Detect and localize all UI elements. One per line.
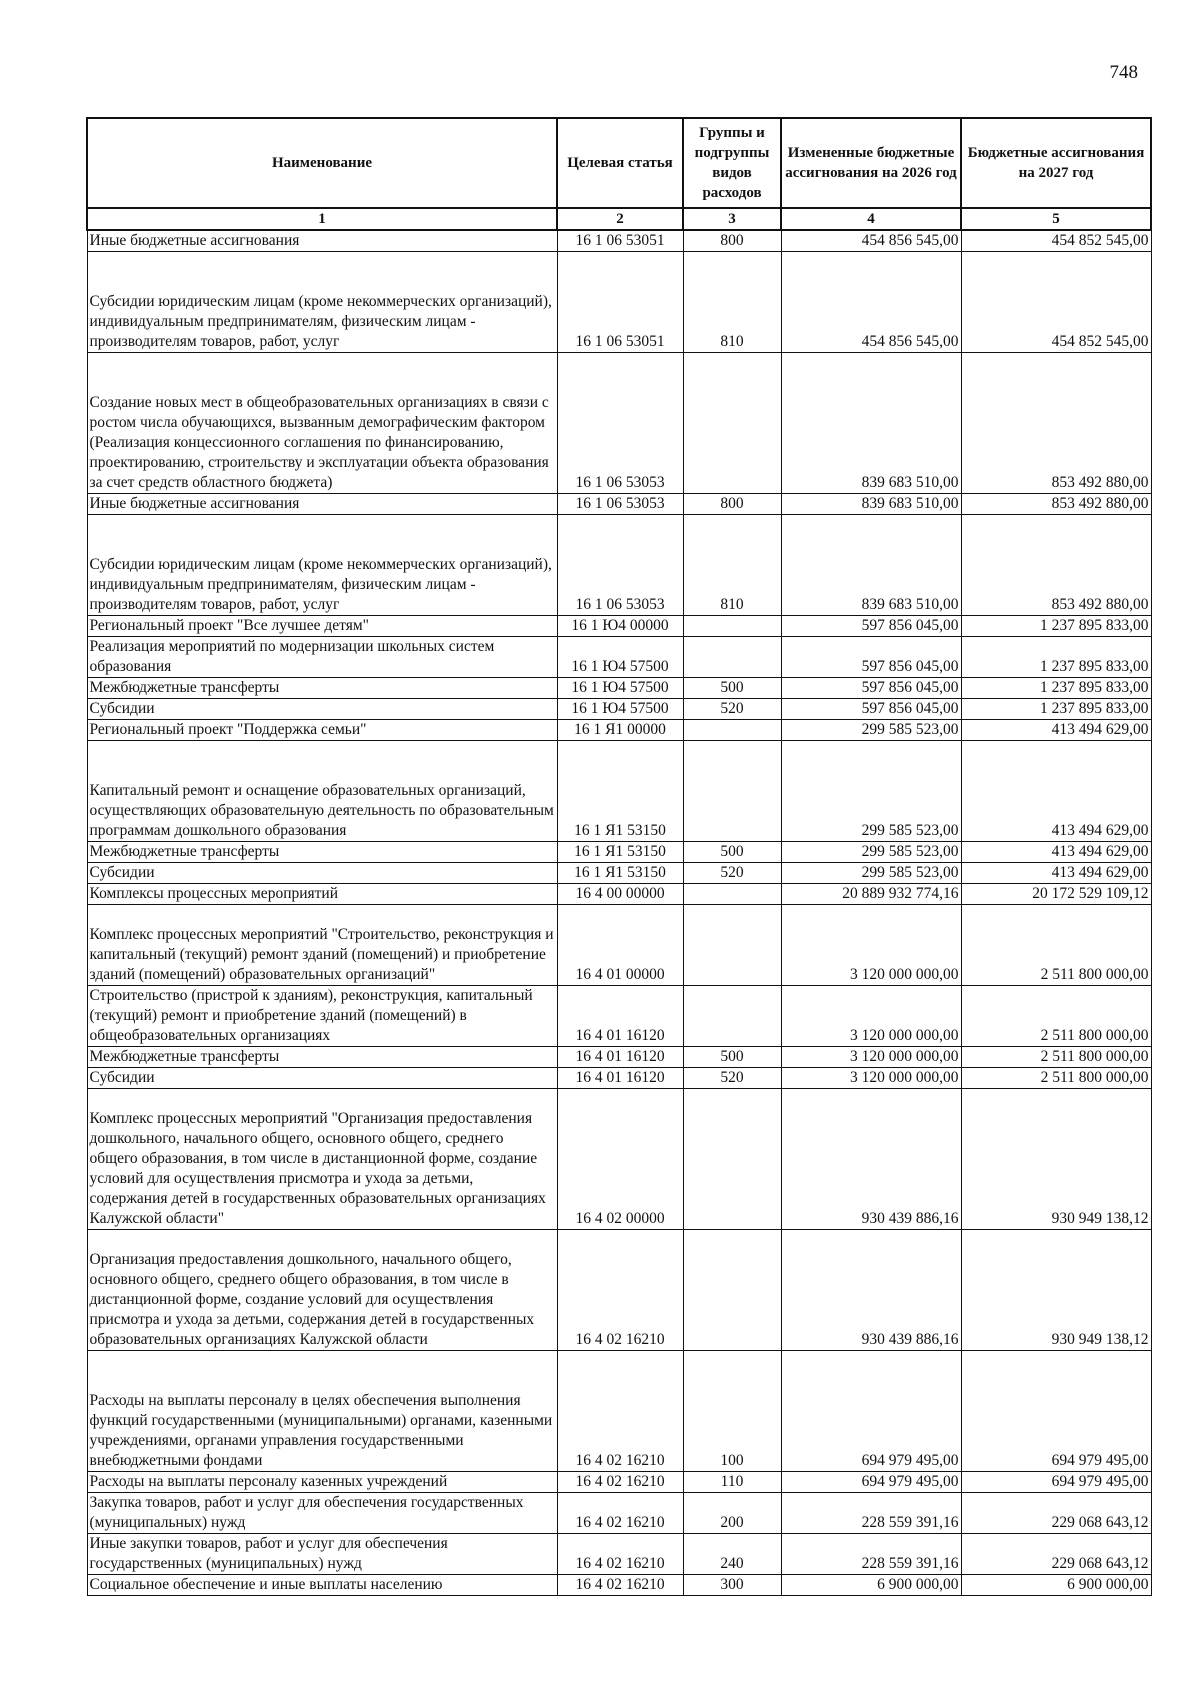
row-amount-2027: 454 852 545,00 xyxy=(961,252,1151,353)
row-amount-2027: 2 511 800 000,00 xyxy=(961,905,1151,986)
table-row xyxy=(87,637,1151,678)
row-amount-2026: 597 856 045,00 xyxy=(781,616,961,637)
row-amount-2026: 454 856 545,00 xyxy=(781,230,961,252)
table-row xyxy=(87,720,1151,741)
table-row xyxy=(87,252,1151,353)
row-target-article: 16 4 02 16210 xyxy=(557,1230,683,1351)
row-name: Субсидии xyxy=(87,699,557,720)
row-name: Субсидии юридическим лицам (кроме некоммерческих организаций), индивидуальным предпринимателям, физическим лицам - производителям товаров, работ, услуг xyxy=(87,515,557,616)
row-expense-group: 800 xyxy=(683,494,781,515)
row-amount-2026: 597 856 045,00 xyxy=(781,678,961,699)
row-target-article: 16 1 Ю4 57500 xyxy=(557,699,683,720)
table-row xyxy=(87,515,1151,616)
row-amount-2027: 454 852 545,00 xyxy=(961,230,1151,252)
row-amount-2026: 20 889 932 774,16 xyxy=(781,884,961,905)
row-name: Субсидии xyxy=(87,1068,557,1089)
table-row xyxy=(87,1534,1151,1575)
row-target-article: 16 4 02 16210 xyxy=(557,1472,683,1493)
table-row xyxy=(87,905,1151,986)
column-number-row xyxy=(87,208,1151,230)
row-name: Строительство (пристрой к зданиям), реконструкция, капитальный (текущий) ремонт и приобретение зданий (помещений) в общеобразовательных организациях xyxy=(87,986,557,1047)
row-expense-group: 520 xyxy=(683,863,781,884)
table-row xyxy=(87,1351,1151,1472)
row-name: Комплексы процессных мероприятий xyxy=(87,884,557,905)
table-row xyxy=(87,1089,1151,1230)
row-target-article: 16 1 Ю4 57500 xyxy=(557,678,683,699)
table-row xyxy=(87,616,1151,637)
table-row xyxy=(87,842,1151,863)
row-amount-2026: 3 120 000 000,00 xyxy=(781,986,961,1047)
table-row xyxy=(87,230,1151,252)
row-target-article: 16 1 06 53053 xyxy=(557,494,683,515)
row-expense-group: 500 xyxy=(683,842,781,863)
row-name: Организация предоставления дошкольного, начального общего, основного общего, среднего общего образования, в том числе в дистанционной форме, создание условий для осуществления присмотра и ухода за детьми, содержания детей в государственных образовательных организациях Калужской области xyxy=(87,1230,557,1351)
row-amount-2026: 299 585 523,00 xyxy=(781,741,961,842)
table-row xyxy=(87,1068,1151,1089)
row-amount-2026: 930 439 886,16 xyxy=(781,1089,961,1230)
row-expense-group: 810 xyxy=(683,515,781,616)
row-amount-2027: 930 949 138,12 xyxy=(961,1230,1151,1351)
row-target-article: 16 1 Я1 53150 xyxy=(557,741,683,842)
page-number: 748 xyxy=(1109,62,1138,83)
row-expense-group: 500 xyxy=(683,1047,781,1068)
row-amount-2026: 299 585 523,00 xyxy=(781,863,961,884)
header-amount-2027: Бюджетные ассигнования на 2027 год xyxy=(961,118,1151,208)
row-amount-2026: 597 856 045,00 xyxy=(781,699,961,720)
row-amount-2027: 2 511 800 000,00 xyxy=(961,1068,1151,1089)
row-target-article: 16 4 02 16210 xyxy=(557,1575,683,1596)
row-amount-2026: 299 585 523,00 xyxy=(781,720,961,741)
table-row xyxy=(87,884,1151,905)
row-name: Социальное обеспечение и иные выплаты населению xyxy=(87,1575,557,1596)
header-row xyxy=(87,118,1151,208)
row-name: Реализация мероприятий по модернизации школьных систем образования xyxy=(87,637,557,678)
row-name: Иные бюджетные ассигнования xyxy=(87,494,557,515)
row-name: Капитальный ремонт и оснащение образовательных организаций, осуществляющих образовательную деятельность по образовательным программам дошкольного образования xyxy=(87,741,557,842)
row-name: Иные бюджетные ассигнования xyxy=(87,230,557,252)
row-amount-2026: 930 439 886,16 xyxy=(781,1230,961,1351)
row-amount-2026: 3 120 000 000,00 xyxy=(781,905,961,986)
row-expense-group xyxy=(683,905,781,986)
table-row xyxy=(87,1047,1151,1068)
row-amount-2027: 229 068 643,12 xyxy=(961,1493,1151,1534)
row-target-article: 16 1 Я1 00000 xyxy=(557,720,683,741)
column-number: 3 xyxy=(683,208,781,230)
row-amount-2027: 413 494 629,00 xyxy=(961,741,1151,842)
row-expense-group: 200 xyxy=(683,1493,781,1534)
row-amount-2027: 2 511 800 000,00 xyxy=(961,986,1151,1047)
row-target-article: 16 1 Ю4 57500 xyxy=(557,637,683,678)
row-amount-2027: 853 492 880,00 xyxy=(961,353,1151,494)
row-amount-2027: 413 494 629,00 xyxy=(961,720,1151,741)
row-target-article: 16 4 02 16210 xyxy=(557,1351,683,1472)
table-row xyxy=(87,1493,1151,1534)
row-name: Комплекс процессных мероприятий "Организация предоставления дошкольного, начального общего, основного общего, среднего общего образования, в том числе в дистанционной форме, создание условий для осуществления присмотра и ухода за детьми, содержания детей в государственных образовательных организациях Калужской области" xyxy=(87,1089,557,1230)
header-amount-2026: Измененные бюджетные ассигнования на 2026 год xyxy=(781,118,961,208)
row-target-article: 16 4 02 16210 xyxy=(557,1493,683,1534)
row-amount-2027: 1 237 895 833,00 xyxy=(961,699,1151,720)
row-amount-2027: 229 068 643,12 xyxy=(961,1534,1151,1575)
row-amount-2027: 413 494 629,00 xyxy=(961,863,1151,884)
row-amount-2026: 694 979 495,00 xyxy=(781,1472,961,1493)
table-row xyxy=(87,1472,1151,1493)
row-amount-2026: 839 683 510,00 xyxy=(781,515,961,616)
table-row xyxy=(87,678,1151,699)
row-expense-group: 520 xyxy=(683,1068,781,1089)
row-name: Создание новых мест в общеобразовательных организациях в связи с ростом числа обучающихся, вызванным демографическим фактором (Реализация концессионного соглашения по финансированию, проектированию, строительству и эксплуатации объекта образования за счет средств областного бюджета) xyxy=(87,353,557,494)
row-expense-group: 520 xyxy=(683,699,781,720)
row-amount-2027: 853 492 880,00 xyxy=(961,494,1151,515)
header-name: Наименование xyxy=(87,118,557,208)
table-row xyxy=(87,494,1151,515)
row-target-article: 16 1 06 53053 xyxy=(557,515,683,616)
row-expense-group: 300 xyxy=(683,1575,781,1596)
row-amount-2026: 228 559 391,16 xyxy=(781,1493,961,1534)
table-body xyxy=(87,230,1151,1596)
row-expense-group: 800 xyxy=(683,230,781,252)
row-amount-2027: 2 511 800 000,00 xyxy=(961,1047,1151,1068)
row-target-article: 16 4 02 00000 xyxy=(557,1089,683,1230)
row-target-article: 16 1 Я1 53150 xyxy=(557,863,683,884)
table-row xyxy=(87,699,1151,720)
row-amount-2027: 413 494 629,00 xyxy=(961,842,1151,863)
row-expense-group xyxy=(683,616,781,637)
row-amount-2027: 853 492 880,00 xyxy=(961,515,1151,616)
row-target-article: 16 4 00 00000 xyxy=(557,884,683,905)
column-number: 2 xyxy=(557,208,683,230)
row-expense-group: 240 xyxy=(683,1534,781,1575)
row-expense-group: 100 xyxy=(683,1351,781,1472)
row-amount-2026: 299 585 523,00 xyxy=(781,842,961,863)
row-target-article: 16 1 Ю4 00000 xyxy=(557,616,683,637)
row-expense-group xyxy=(683,986,781,1047)
row-name: Субсидии юридическим лицам (кроме некоммерческих организаций), индивидуальным предпринимателям, физическим лицам - производителям товаров, работ, услуг xyxy=(87,252,557,353)
row-amount-2026: 694 979 495,00 xyxy=(781,1351,961,1472)
row-name: Субсидии xyxy=(87,863,557,884)
row-target-article: 16 4 01 16120 xyxy=(557,1047,683,1068)
row-target-article: 16 4 01 16120 xyxy=(557,1068,683,1089)
row-name: Закупка товаров, работ и услуг для обеспечения государственных (муниципальных) нужд xyxy=(87,1493,557,1534)
row-amount-2027: 1 237 895 833,00 xyxy=(961,637,1151,678)
row-name: Расходы на выплаты персоналу в целях обеспечения выполнения функций государственными (муниципальными) органами, казенными учреждениями, органами управления государственными внебюджетными фондами xyxy=(87,1351,557,1472)
row-target-article: 16 4 02 16210 xyxy=(557,1534,683,1575)
row-name: Региональный проект "Все лучшее детям" xyxy=(87,616,557,637)
row-target-article: 16 4 01 00000 xyxy=(557,905,683,986)
row-name: Межбюджетные трансферты xyxy=(87,842,557,863)
row-expense-group xyxy=(683,637,781,678)
row-expense-group: 810 xyxy=(683,252,781,353)
row-name: Расходы на выплаты персоналу казенных учреждений xyxy=(87,1472,557,1493)
row-name: Межбюджетные трансферты xyxy=(87,678,557,699)
row-amount-2027: 6 900 000,00 xyxy=(961,1575,1151,1596)
row-target-article: 16 4 01 16120 xyxy=(557,986,683,1047)
table-row xyxy=(87,863,1151,884)
row-amount-2027: 694 979 495,00 xyxy=(961,1472,1151,1493)
row-amount-2026: 597 856 045,00 xyxy=(781,637,961,678)
budget-table xyxy=(86,117,1152,1596)
table-row xyxy=(87,741,1151,842)
row-name: Комплекс процессных мероприятий "Строительство, реконструкция и капитальный (текущий) ремонт зданий (помещений) и приобретение зданий (помещений) образовательных организаций" xyxy=(87,905,557,986)
row-expense-group xyxy=(683,884,781,905)
table-row xyxy=(87,986,1151,1047)
row-name: Региональный проект "Поддержка семьи" xyxy=(87,720,557,741)
row-target-article: 16 1 06 53051 xyxy=(557,252,683,353)
row-amount-2026: 228 559 391,16 xyxy=(781,1534,961,1575)
row-amount-2026: 454 856 545,00 xyxy=(781,252,961,353)
row-expense-group: 500 xyxy=(683,678,781,699)
table-row xyxy=(87,1575,1151,1596)
row-amount-2026: 6 900 000,00 xyxy=(781,1575,961,1596)
row-name: Межбюджетные трансферты xyxy=(87,1047,557,1068)
row-target-article: 16 1 06 53051 xyxy=(557,230,683,252)
row-expense-group xyxy=(683,741,781,842)
row-expense-group xyxy=(683,1089,781,1230)
header-expense-groups: Группы и подгруппы видов расходов xyxy=(683,118,781,208)
row-amount-2026: 3 120 000 000,00 xyxy=(781,1068,961,1089)
header-target-article: Целевая статья xyxy=(557,118,683,208)
column-number: 1 xyxy=(87,208,557,230)
table-row xyxy=(87,1230,1151,1351)
row-amount-2027: 1 237 895 833,00 xyxy=(961,616,1151,637)
column-number: 4 xyxy=(781,208,961,230)
row-target-article: 16 1 Я1 53150 xyxy=(557,842,683,863)
column-number: 5 xyxy=(961,208,1151,230)
row-amount-2027: 694 979 495,00 xyxy=(961,1351,1151,1472)
row-expense-group xyxy=(683,353,781,494)
row-name: Иные закупки товаров, работ и услуг для обеспечения государственных (муниципальных) нужд xyxy=(87,1534,557,1575)
row-amount-2027: 1 237 895 833,00 xyxy=(961,678,1151,699)
row-amount-2026: 3 120 000 000,00 xyxy=(781,1047,961,1068)
row-amount-2026: 839 683 510,00 xyxy=(781,353,961,494)
row-target-article: 16 1 06 53053 xyxy=(557,353,683,494)
row-expense-group xyxy=(683,720,781,741)
row-amount-2027: 20 172 529 109,12 xyxy=(961,884,1151,905)
row-amount-2026: 839 683 510,00 xyxy=(781,494,961,515)
row-expense-group: 110 xyxy=(683,1472,781,1493)
row-expense-group xyxy=(683,1230,781,1351)
table-row xyxy=(87,353,1151,494)
row-amount-2027: 930 949 138,12 xyxy=(961,1089,1151,1230)
